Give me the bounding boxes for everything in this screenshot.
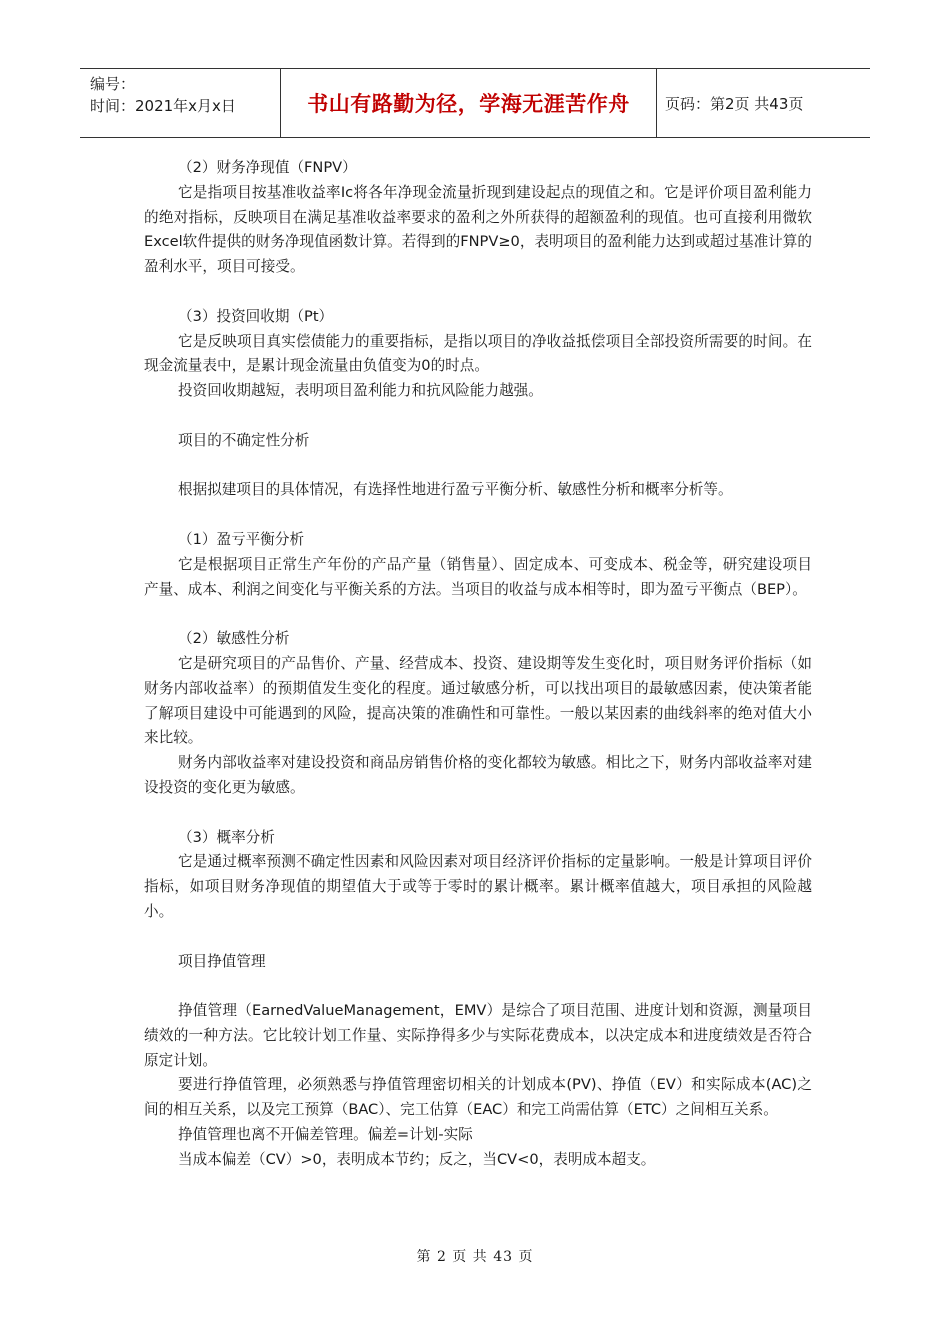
- subheading-probability: （3）概率分析: [178, 828, 275, 846]
- paragraph-variance: 挣值管理也离不开偏差管理。偏差=计划-实际: [178, 1126, 473, 1144]
- paragraph-probability: 它是通过概率预测不确定性因素和风险因素对项目经济评价指标的定量影响。一般是计算项目评价指标，如项目财务净现值的期望值大于或等于零时的累计概率。累计概率值越大，项目承担的风险越小。: [144, 853, 812, 920]
- subheading-sensitivity: （2）敏感性分析: [178, 630, 290, 648]
- subheading-fnpv: （2）财务净现值（FNPV）: [178, 159, 357, 176]
- document-date: 时间：2021年x月x日: [90, 97, 236, 115]
- paragraph-sensitivity: 它是研究项目的产品售价、产量、经营成本、投资、建设期等发生变化时，项目财务评价指标（如财务内部收益率）的预期值发生变化的程度。通过敏感分析，可以找出项目的最敏感因素，使决策者能了解项目建设中可能遇到的风险，提高决策的准确性和可靠性。一般以某因素的曲线斜率的绝对值大小来比较。: [144, 654, 812, 747]
- paragraph-breakeven: 它是根据项目正常生产年份的产品产量（销售量）、固定成本、可变成本、税金等，研究建设项目产量、成本、利润之间变化与平衡关系的方法。当项目的收益与成本相等时，即为盈亏平衡点（BEP）。: [144, 555, 812, 598]
- document-number-label: 编号：: [90, 75, 136, 93]
- section-heading-uncertainty: 项目的不确定性分析: [178, 431, 310, 449]
- page-header: [80, 68, 870, 138]
- paragraph-uncertainty-intro: 根据拟建项目的具体情况，有选择性地进行盈亏平衡分析、敏感性分析和概率分析等。: [178, 481, 733, 499]
- subheading-payback-period: （3）投资回收期（Pt）: [178, 307, 334, 325]
- subheading-breakeven: （1）盈亏平衡分析: [178, 530, 305, 548]
- header-page-info: 页码：第2页 共43页: [665, 94, 804, 113]
- paragraph-earned-value-relations: 要进行挣值管理，必须熟悉与挣值管理密切相关的计划成本(PV)、挣值（EV）和实际成本(AC)之间的相互关系，以及完工预算（BAC）、完工估算（EAC）和完工尚需估算（ETC）之间相互关系。: [144, 1076, 812, 1119]
- header-meta: [80, 69, 281, 137]
- document-body: [144, 156, 812, 1173]
- paragraph-earned-value-intro: 挣值管理（EarnedValueManagement，EMV）是综合了项目范围、进度计划和资源，测量项目绩效的一种方法。它比较计划工作量、实际挣得多少与实际花费成本，以决定成本和进度绩效是否符合原定计划。: [144, 1002, 812, 1069]
- paragraph-cost-variance: 当成本偏差（CV）>0，表明成本节约；反之，当CV<0，表明成本超支。: [178, 1150, 656, 1168]
- paragraph-payback-summary: 投资回收期越短，表明项目盈利能力和抗风险能力越强。: [178, 382, 543, 400]
- section-heading-earned-value: 项目挣值管理: [178, 952, 266, 970]
- page-footer: 第 2 页 共 43 页: [416, 1249, 534, 1265]
- header-motto: 书山有路勤为径，学海无涯苦作舟: [281, 69, 657, 137]
- paragraph-payback-period: 它是反映项目真实偿债能力的重要指标，是指以项目的净收益抵偿项目全部投资所需要的时间。在现金流量表中，是累计现金流量由负值变为0的时点。: [144, 332, 812, 375]
- paragraph-sensitivity-comparison: 财务内部收益率对建设投资和商品房销售价格的变化都较为敏感。相比之下，财务内部收益率对建设投资的变化更为敏感。: [144, 754, 812, 796]
- paragraph-fnpv: 它是指项目按基准收益率Ic将各年净现金流量折现到建设起点的现值之和。它是评价项目盈利能力的绝对指标，反映项目在满足基准收益率要求的盈利之外所获得的超额盈利的现值。也可直接利用微软Excel软件提供的财务净现值函数计算。若得到的FNPV≥0，表明项目的盈利能力达到或超过基准计算的盈利水平，项目可接受。: [144, 183, 812, 276]
